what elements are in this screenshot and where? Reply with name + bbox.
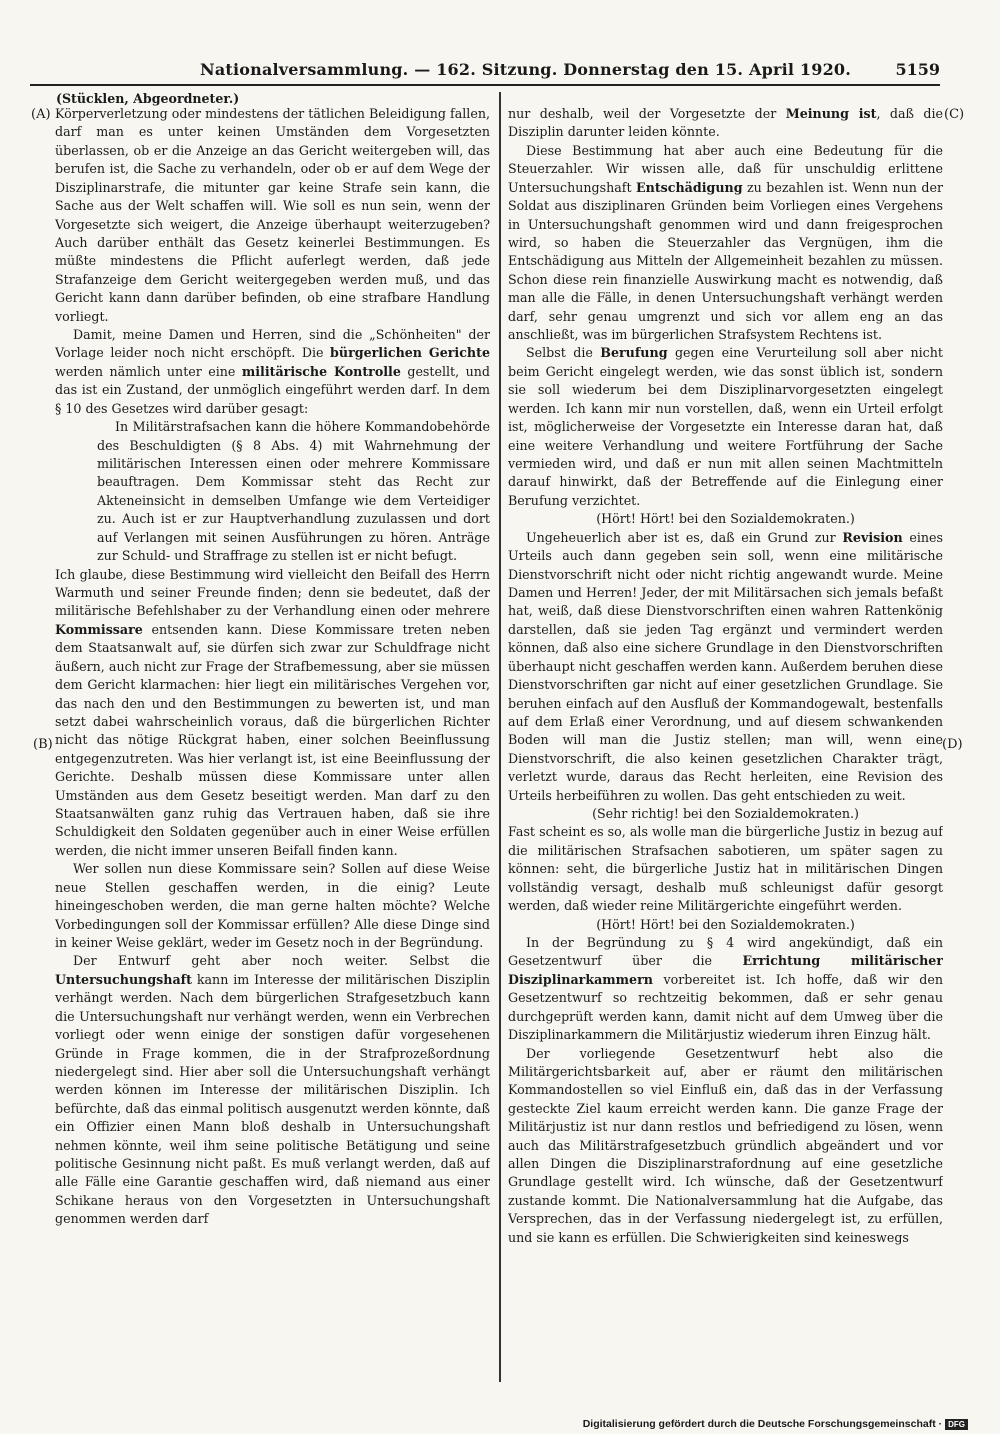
interjection: (Sehr richtig! bei den Sozialdemokraten.) xyxy=(592,806,859,822)
paragraph: In der Begründung zu § 4 wird angekündigt, daß ein Gesetzentwurf über die Errichtung militärischer Disziplinarkammern vorbereitet ist. Ich hoffe, daß wir den Gesetzentwurf so rechtzeitig bekommen, daß er sehr genau durchgeprüft werden kann, damit nicht auf dem Umweg über die Disziplinarkammern die Militärjustiz wiederum ihren Einzug hält. xyxy=(508,934,943,1043)
emphasis: Errichtung militärischer Disziplinarkammern xyxy=(508,953,943,987)
quoted-paragraph: In Militärstrafsachen kann die höhere Kommandobehörde des Beschuldigten (§ 8 Abs. 4) mit Wahrnehmung der militärischen Interessen einen oder mehrere Kommissare beauftragen. Dem Kommissar steht das Recht zur Akteneinsicht in demselben Umfange wie dem Verteidiger zu. Auch ist er zur Hauptverhandlung zuzulassen und dort auf Verlangen mit seinen Ausführungen zu hören. Anträge zur Schuld- und Straffrage zu stellen ist er nicht befugt. xyxy=(97,419,490,564)
emphasis: Untersuchungshaft xyxy=(55,971,192,987)
speaker-label: (Stücklen, Abgeordneter.) xyxy=(56,91,240,106)
running-title: Nationalversammlung. — 162. Sitzung. Donnerstag den 15. April 1920. xyxy=(200,60,852,79)
paragraph: Körperverletzung oder mindestens der tätlichen Beleidigung fallen, darf man es unter keinen Umständen dem Vorgesetzten überlassen, ob er die Anzeige an das Gericht weitergeben will, das berufen ist, die Sache zu verhandeln, oder ob er auf dem Wege der Disziplinarstrafe, die mitunter gar keine Strafe sein kann, die Sache aus der Welt schaffen will. Wie soll es nun sein, wenn der Vorgesetzte sich weigert, die Anzeige überhaupt weiterzugeben? Auch darüber enthält das Gesetz keinerlei Bestimmungen. Es müßte mindestens die Pflicht auferlegt werden, daß jede Strafanzeige dem Gericht weitergegeben werden muß, und das Gericht kann dann darüber befinden, ob eine strafbare Handlung vorliegt. xyxy=(55,106,490,324)
margin-marker-b: (B) xyxy=(33,737,53,752)
left-column xyxy=(55,105,490,1375)
emphasis: bürgerlichen Gerichte xyxy=(330,345,490,361)
margin-marker-c: (C) xyxy=(944,107,965,122)
emphasis: Berufung xyxy=(600,345,668,361)
emphasis: Entschädigung xyxy=(636,179,743,195)
footer-credit xyxy=(583,1418,968,1430)
emphasis: militärische Kontrolle xyxy=(241,363,401,379)
footer-text: Digitalisierung gefördert durch die Deutsche Forschungsgemeinschaft · xyxy=(582,1418,943,1430)
page-header xyxy=(30,58,940,86)
paragraph: Damit, meine Damen und Herren, sind die „Schönheiten" der Vorlage leider noch nicht erschöpft. Die bürgerlichen Gerichte werden nämlich unter eine militärische Kontrolle gestellt, und das ist ein Zustand, der unmöglich eingeführt werden darf. In dem § 10 des Gesetzes wird darüber gesagt: xyxy=(55,327,490,416)
page-number: 5159 xyxy=(895,60,940,79)
paragraph: Der Entwurf geht aber noch weiter. Selbst die Untersuchungshaft kann im Interesse der militärischen Disziplin verhängt werden. Nach dem bürgerlichen Strafgesetzbuch kann die Untersuchungshaft nur verhängt werden, wenn ein Verbrechen vorliegt oder wenn einige der sonstigen dafür vorgesehenen Gründe in Frage kommen, die in der Strafprozeßordnung niedergelegt sind. Hier aber soll die Untersuchungshaft verhängt werden können im Interesse der militärischen Disziplin. Ich befürchte, daß das einmal politisch ausgenutzt werden könnte, daß ein Offizier einen Mann bloß deshalb in Untersuchungshaft nehmen könnte, weil ihm seine politische Betätigung und seine politische Gesinnung nicht paßt. Es muß verlangt werden, daß auf alle Fälle eine Garantie geschaffen wird, daß niemand aus einer Schikane heraus von den Vorgesetzten in Untersuchungshaft genommen werden darf xyxy=(55,953,490,1227)
interjection: (Hört! Hört! bei den Sozialdemokraten.) xyxy=(596,511,855,527)
emphasis: Revision xyxy=(842,529,903,545)
paragraph: Ungeheuerlich aber ist es, daß ein Grund zur Revision eines Urteils auch dann gegeben sein soll, wenn eine militärische Dienstvorschrift nicht oder nicht richtig angewandt wurde. Meine Damen und Herren! Jeder, der mit Militärsachen sich jemals befaßt hat, weiß, daß diese Dienstvorschriften einen wahren Rattenkönig darstellen, daß sie jeden Tag ergänzt und vermindert werden können, daß also eine sichere Grundlage in den Dienstvorschriften überhaupt nicht geschaffen werden kann. Außerdem beruhen diese Dienstvorschriften gar nicht auf einer gesetzlichen Grundlage. Sie beruhen einfach auf den Ausfluß der Kommandogewalt, bestenfalls auf dem Erlaß einer Verordnung, und auf diesem schwankenden Boden will man die Justiz stellen; man will, wenn eine Dienstvorschrift, die also keinen gesetzlichen Charakter trägt, verletzt wurde, daraus das Recht herleiten, eine Revision des Urteils herbeiführen zu wollen. Das geht entschieden zu weit. xyxy=(508,529,943,803)
paragraph: Selbst die Berufung gegen eine Verurteilung soll aber nicht beim Gericht eingelegt werden, wie das sonst üblich ist, sondern sie soll wiederum bei dem Disziplinarvorgesetzten eingelegt werden. Ich kann mir nun vorstellen, daß, wenn ein Urteil erfolgt ist, möglicherweise der Vorgesetzte ein Interesse daran hat, daß eine weitere Verhandlung und weitere Fortführung der Sache vermieden wird, und daß er nun mit allen seinen Machtmitteln darauf hinwirkt, daß der Betreffende auf die Einlegung einer Berufung verzichtet. xyxy=(508,345,943,508)
paragraph: Wer sollen nun diese Kommissare sein? Sollen auf diese Weise neue Stellen geschaffen werden, in die einig? Leute hineingeschoben werden, die man gerne halten möchte? Welche Vorbedingungen soll der Kommissar erfüllen? Alle diese Dinge sind in keiner Weise geklärt, weder im Gesetz noch in der Begründung. xyxy=(55,861,490,950)
paragraph: nur deshalb, weil der Vorgesetzte der Meinung ist, daß die Disziplin darunter leiden könnte. xyxy=(508,106,943,140)
dfg-logo: DFG xyxy=(945,1419,968,1430)
column-divider xyxy=(499,92,501,1382)
emphasis: Kommissare xyxy=(55,621,143,637)
paragraph: Der vorliegende Gesetzentwurf hebt also die Militärgerichtsbarkeit auf, aber er räumt den militärischen Kommandostellen so viel Einfluß ein, daß das in der Verfassung gesteckte Ziel kaum erreicht werden kann. Die ganze Frage der Militärjustiz ist nur dann restlos und befriedigend zu lösen, wenn auch das Militärstrafgesetzbuch gründlich abgeändert und vor allen Dingen die Disziplinarstrafordnung auf eine gesetzliche Grundlage gestellt wird. Ich wünsche, daß der Gesetzentwurf zustande kommt. Die Nationalversammlung hat die Aufgabe, das Versprechen, das in der Verfassung niedergelegt ist, zu erfüllen, und sie kann es erfüllen. Die Schwierigkeiten sind keineswegs xyxy=(508,1045,943,1245)
paragraph: Diese Bestimmung hat aber auch eine Bedeutung für die Steuerzahler. Wir wissen alle, daß für unschuldig erlittene Untersuchungshaft Entschädigung zu bezahlen ist. Wenn nun der Soldat aus disziplinaren Gründen beim Vorliegen eines Vergehens in Untersuchungshaft genommen wird und dann freigesprochen wird, so haben die Steuerzahler das Vergnügen, ihm die Entschädigung aus Mitteln der Allgemeinheit bezahlen zu müssen. Schon diese rein finanzielle Auswirkung macht es notwendig, daß man alle die Fälle, in denen Untersuchungshaft verhängt werden darf, sehr genau umgrenzt und sich vor allem eng an das anschließt, was im bürgerlichen Strafsystem Rechtens ist. xyxy=(508,142,943,343)
margin-marker-a: (A) xyxy=(31,107,51,122)
margin-marker-d: (D) xyxy=(942,737,963,752)
right-column xyxy=(508,105,943,1375)
paragraph: Ich glaube, diese Bestimmung wird vielleicht den Beifall des Herrn Warmuth und seiner Freunde finden; denn sie bedeutet, daß der militärische Befehlshaber zu der Verhandlung einen oder mehrere Kommissare entsenden kann. Diese Kommissare treten neben dem Staatsanwalt auf, sie dürfen sich zwar zur Schuldfrage nicht äußern, auch nicht zur Frage der Strafbemessung, aber sie müssen dem Gericht klarmachen: hier liegt ein militärisches Vergehen vor, das nach den und den Bestimmungen zu bewerten ist, und man setzt dabei wahrscheinlich voraus, daß die bürgerlichen Richter nicht das nötige Rückgrat haben, einer solchen Beeinflussung entgegenzutreten. Was hier verlangt ist, ist eine Beeinflussung der Gerichte. Deshalb müssen diese Kommissare unter allen Umständen aus dem Gesetz beseitigt werden. Man darf zu den Staatsanwälten ganz ruhig das Vertrauen haben, daß sie ihre Schuldigkeit den Soldaten gegenüber auch in einer Weise erfüllen werden, die nicht immer unseren Beifall finden kann. xyxy=(55,566,490,858)
paragraph: Fast scheint es so, als wolle man die bürgerliche Justiz in bezug auf die militärischen Strafsachen sabotieren, um später sagen zu können: seht, die bürgerliche Justiz hat in militärischen Dingen vollständig versagt, deshalb muß schleunigst dafür gesorgt werden, daß wieder reine Militärgerichte eingeführt werden. xyxy=(508,824,943,914)
interjection: (Hört! Hört! bei den Sozialdemokraten.) xyxy=(596,916,855,932)
emphasis: Meinung ist xyxy=(785,106,877,121)
